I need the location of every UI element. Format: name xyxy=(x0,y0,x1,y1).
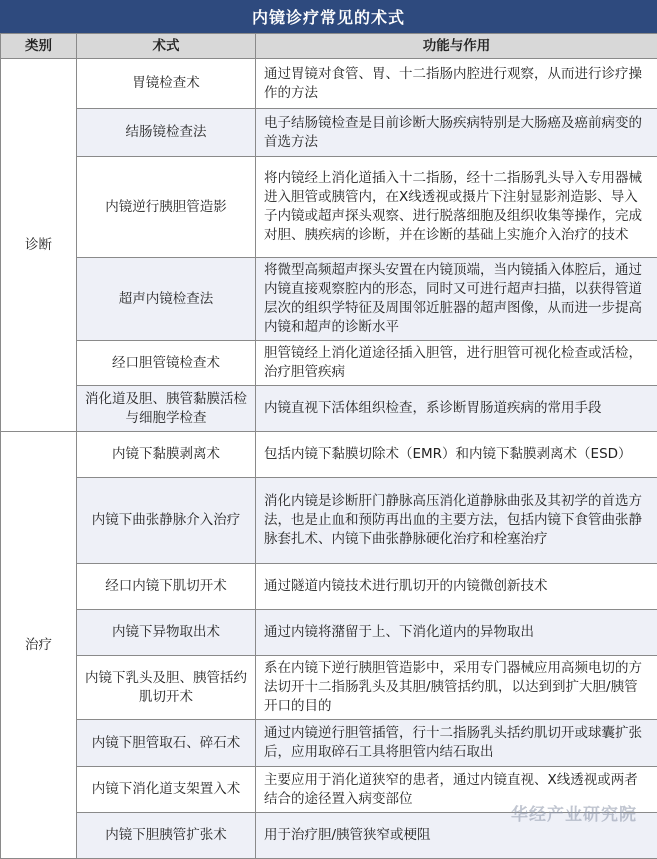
table-row xyxy=(1,341,657,386)
procedure-name: 消化道及胆、胰管黏膜活检与细胞学检查 xyxy=(77,386,256,432)
procedure-name: 经口内镜下肌切开术 xyxy=(77,564,256,610)
procedure-desc: 将内镜经上消化道插入十二指肠，经十二指肠乳头导入专用器械进入胆管或胰管内，在X线透视或摄片下注射显影剂造影、导入子内镜或超声探头观察、进行脱落细胞及组织收集等操作，完成对胆、胰疾病的诊断，并在诊断的基础上实施介入治疗的技术 xyxy=(256,157,657,258)
procedure-desc: 用于治疗胆/胰管狭窄或梗阻 xyxy=(256,813,657,859)
procedure-name: 内镜下消化道支架置入术 xyxy=(77,767,256,813)
table-row xyxy=(1,157,657,258)
procedure-name: 结肠镜检查法 xyxy=(77,109,256,157)
table-row xyxy=(1,564,657,610)
procedure-desc: 通过隧道内镜技术进行肌切开的内镜微创新技术 xyxy=(256,564,657,610)
procedure-desc: 内镜直视下活体组织检查，系诊断胃肠道疾病的常用手段 xyxy=(256,386,657,432)
watermark-logo: 华经产业研究院 xyxy=(511,805,637,825)
table-row xyxy=(1,656,657,720)
procedure-desc: 主要应用于消化道狭窄的患者，通过内镜直视、X线透视或两者结合的途径置入病变部位 xyxy=(256,767,657,813)
table-row xyxy=(1,386,657,432)
procedure-desc: 消化内镜是诊断肝门静脉高压消化道静脉曲张及其初学的首选方法，也是止血和预防再出血的主要方法，包括内镜下食管曲张静脉套扎术、内镜下曲张静脉硬化治疗和栓塞治疗 xyxy=(256,478,657,564)
table-title: 内镜诊疗常见的术式 xyxy=(0,0,657,33)
procedure-desc: 通过内镜逆行胆管插管，行十二指肠乳头括约肌切开或球囊扩张后，应用取碎石工具将胆管内结石取出 xyxy=(256,720,657,767)
header-category: 类别 xyxy=(1,34,77,59)
procedure-desc: 通过内镜将潴留于上、下消化道内的异物取出 xyxy=(256,610,657,656)
procedure-name: 内镜下异物取出术 xyxy=(77,610,256,656)
table-row xyxy=(1,720,657,767)
procedure-name: 内镜逆行胰胆管造影 xyxy=(77,157,256,258)
header-function: 功能与作用 xyxy=(256,34,657,59)
procedure-name: 经口胆管镜检查术 xyxy=(77,341,256,386)
table-row xyxy=(1,610,657,656)
procedure-name: 内镜下黏膜剥离术 xyxy=(77,432,256,478)
procedure-desc: 通过胃镜对食管、胃、十二指肠内腔进行观察，从而进行诊疗操作的方法 xyxy=(256,59,657,109)
procedure-name: 内镜下乳头及胆、胰管括约肌切开术 xyxy=(77,656,256,720)
procedure-desc: 胆管镜经上消化道途径插入胆管，进行胆管可视化检查或活检，治疗胆管疾病 xyxy=(256,341,657,386)
procedure-name: 内镜下胆管取石、碎石术 xyxy=(77,720,256,767)
procedure-desc: 将微型高频超声探头安置在内镜顶端，当内镜插入体腔后，通过内镜直接观察腔内的形态，同时又可进行超声扫描，以获得管道层次的组织学特征及周围邻近脏器的超声图像，从而进一步提高内镜和超声的诊断水平 xyxy=(256,258,657,341)
table-row xyxy=(1,59,657,109)
table-row xyxy=(1,432,657,478)
procedure-name: 胃镜检查术 xyxy=(77,59,256,109)
procedure-name: 内镜下曲张静脉介入治疗 xyxy=(77,478,256,564)
table-row xyxy=(1,478,657,564)
procedures-table xyxy=(0,33,657,859)
table-row xyxy=(1,109,657,157)
header-procedure: 术式 xyxy=(77,34,256,59)
table-row xyxy=(1,813,657,859)
procedure-name: 超声内镜检查法 xyxy=(77,258,256,341)
procedure-name: 内镜下胆胰管扩张术 xyxy=(77,813,256,859)
table-row xyxy=(1,258,657,341)
table-row xyxy=(1,767,657,813)
procedure-desc: 包括内镜下黏膜切除术（EMR）和内镜下黏膜剥离术（ESD） xyxy=(256,432,657,478)
header-row xyxy=(1,34,657,59)
procedure-desc: 电子结肠镜检查是目前诊断大肠疾病特别是大肠癌及癌前病变的首选方法 xyxy=(256,109,657,157)
procedure-desc: 系在内镜下逆行胰胆管造影中，采用专门器械应用高频电切的方法切开十二指肠乳头及其胆/胰管括约肌，以达到到扩大胆/胰管开口的目的 xyxy=(256,656,657,720)
category-treatment: 治疗 xyxy=(1,432,77,859)
category-diagnosis: 诊断 xyxy=(1,59,77,432)
